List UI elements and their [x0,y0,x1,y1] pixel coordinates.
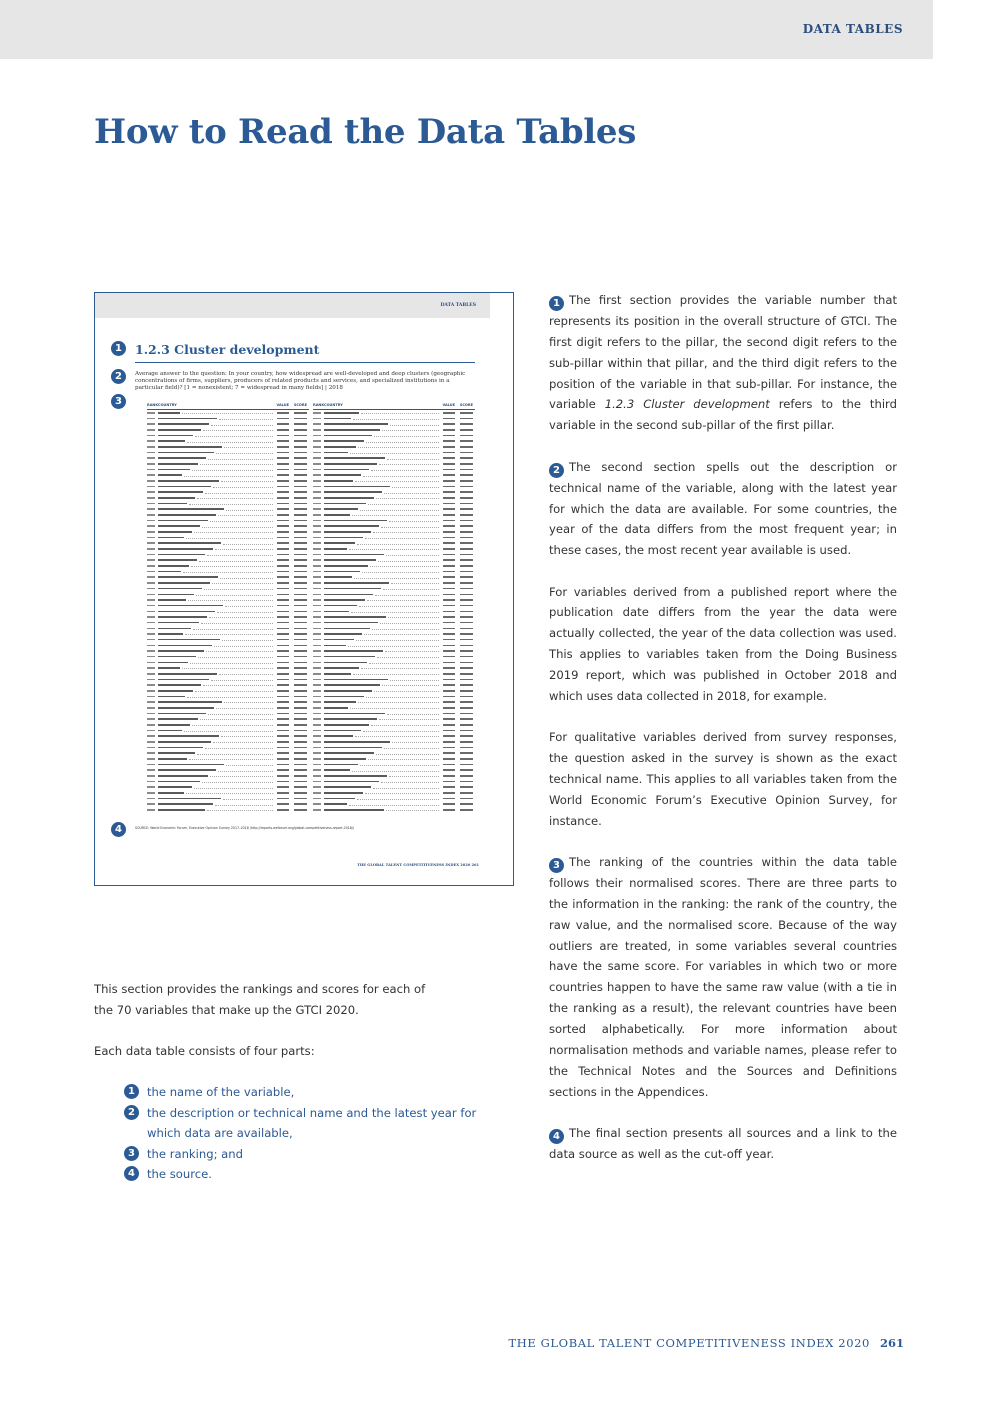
thumbnail-footer: THE GLOBAL TALENT COMPETITIVENESS INDEX 2020 261 [357,863,479,867]
thumbnail-row [313,807,475,813]
page-title: How to Read the Data Tables [94,112,637,152]
explanation-paragraph-2 [549,457,897,561]
parts-intro: Each data table consists of four parts: [94,1044,315,1058]
marker-2-badge: 2 [549,463,564,478]
thumbnail-column-header [147,403,309,410]
explanation-column [549,290,897,1185]
thumbnail-band [95,293,490,318]
explanation-paragraph-3: For variables derived from a published report where the publication date differs from the year the data were actually collected, the year of the data collection was used. This applies to variables taken from the Doing Business 2019 report, which was published in October 2018 and which uses data collected in 2018, for example. [549,584,897,703]
thumbnail-column-left [147,403,309,813]
p1-text-a: The first section provides the variable number that represents its position in the overall structure of GTCI. The first digit refers to the pillar, the second digit refers to the sub-pillar within that pillar, and the third digit refers to the position of the variable in that sub-pillar. For instance, the variable [549,293,897,412]
col-score-header: SCORE [293,403,307,407]
marker-4-badge: 4 [549,1129,564,1144]
thumbnail-source: SOURCE: World Economic Forum, Executive Opinion Survey 2017–2018 (http://reports.weforum.org/global-competitiveness-report-2018/) [135,826,355,830]
thumbnail-band-label: DATA TABLES [440,303,476,308]
col-country-header: COUNTRY [324,403,343,407]
col-score-header: SCORE [459,403,473,407]
thumbnail-rows [313,410,475,813]
explanation-paragraph-6 [549,1123,897,1165]
part-label: the ranking; and [147,1146,243,1161]
page-footer [509,1336,905,1350]
explanation-paragraph-5 [549,852,897,1102]
footer-title: THE GLOBAL TALENT COMPETITIVENESS INDEX 2020 [508,1336,870,1350]
header-band [0,0,933,59]
col-rank-header: RANK [313,403,325,407]
marker-3-badge: 3 [124,1146,139,1161]
p1-text-b: refers to the third variable in the second sub-pillar of the first pillar. [549,397,897,433]
intro-paragraph: This section provides the rankings and scores for each of the 70 variables that make up the GTCI 2020. [94,982,426,1017]
parts-list [124,1082,484,1185]
thumbnail-column-right [313,403,475,813]
col-rank-header: RANK [147,403,159,407]
col-value-header: VALUE [276,403,289,407]
marker-2-badge: 2 [111,369,126,384]
thumbnail-row [147,807,309,813]
thumbnail-column-header [313,403,475,410]
explanation-paragraph-1 [549,290,897,436]
sample-table-thumbnail [94,292,514,886]
marker-4-badge: 4 [111,822,126,837]
section-label: DATA TABLES [802,22,903,36]
marker-1-badge: 1 [549,296,564,311]
page-number: 261 [879,1336,904,1350]
col-country-header: COUNTRY [158,403,177,407]
p2-text: The second section spells out the description or technical name of the variable, along with the latest year for which the data are available. For some countries, the year of the data differs from the most frequent year; in these cases, the most recent year available is used. [549,459,897,558]
part-label: the source. [147,1167,212,1182]
col-value-header: VALUE [442,403,455,407]
list-item [124,1103,484,1144]
list-item [124,1144,484,1165]
thumbnail-variable-title: 1.2.3 Cluster development [135,342,320,357]
part-label: the name of the variable, [147,1085,295,1099]
p5-text: The ranking of the countries within the data table follows their normalised scores. There are three parts to the information in the ranking: the rank of the country, the raw value, and the normalised score. Because of the way outliers are treated, in some variables several countries have the same score. For variables in which two or more countries happen to have the same raw value (with a tie in the ranking as a result), the relevant countries have been sorted alphabetically. For more information about normalisation methods and variable names, please refer to the Technical Notes and the Sources and Definitions sections in the Appendices. [549,855,897,1099]
marker-3-badge: 3 [549,858,564,873]
explanation-paragraph-4: For qualitative variables derived from survey responses, the question asked in the survey is shown as the exact technical name. This applies to all variables taken from the World Economic Forum’s Executive Opinion Survey, for instance. [549,730,897,828]
marker-4-badge: 4 [124,1166,139,1181]
marker-1-badge: 1 [124,1084,139,1099]
thumbnail-rows [147,410,309,813]
marker-3-badge: 3 [111,394,126,409]
list-item [124,1082,484,1103]
part-label: the description or technical name and the latest year for which data are available, [147,1105,477,1141]
marker-2-badge: 2 [124,1105,139,1120]
marker-1-badge: 1 [111,341,126,356]
thumbnail-question: Average answer to the question: In your country, how widespread are well-developed and deep clusters (geographic concentrations of firms, suppliers, producers of related products and services, and specialized institutions in a particular field)? [1 = nonexistent; 7 = widespread in many fields] | 2018 [135,371,466,391]
list-item [124,1164,484,1185]
thumbnail-title-rule [135,362,475,363]
p6-text: The final section presents all sources and a link to the data source as well as the cut-off year. [549,1125,897,1161]
p1-italic: 1.2.3 Cluster development [604,397,770,412]
